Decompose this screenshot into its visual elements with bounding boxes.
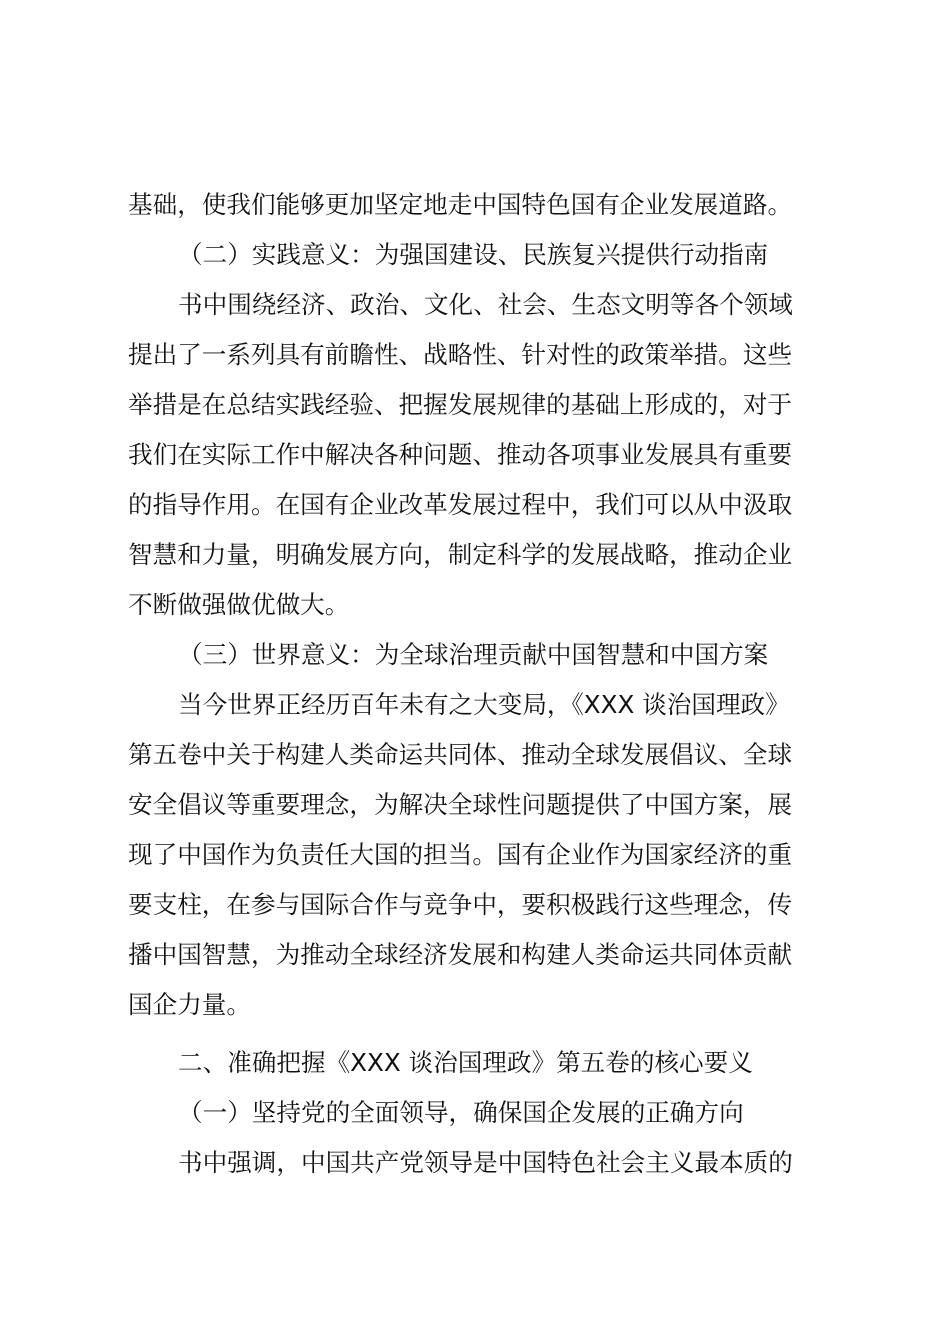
paragraph-line-14: 现了中国作为负责任大国的担当。国有企业作为国家经济的重 — [128, 840, 793, 869]
paragraph-line-16: 播中国智慧，为推动全球经济发展和构建人类命运共同体贡献 — [128, 940, 793, 969]
paragraph-line-17: 国企力量。 — [128, 990, 251, 1019]
paragraph-line-11: 当今世界正经历百年未有之大变局，《XXX 谈治国理政》 — [178, 690, 790, 719]
subheading-party-leadership: （一）坚持党的全面领导，确保国企发展的正确方向 — [178, 1098, 744, 1127]
document-body — [128, 180, 836, 1188]
subheading-world-significance: （三）世界意义：为全球治理贡献中国智慧和中国方案 — [178, 640, 769, 669]
paragraph-line-12: 第五卷中关于构建人类命运共同体、推动全球发展倡议、全球 — [128, 740, 793, 769]
paragraph-line-3: 书中围绕经济、政治、文化、社会、生态文明等各个领域 — [178, 290, 793, 319]
paragraph-line-20: 书中强调，中国共产党领导是中国特色社会主义最本质的 — [178, 1148, 793, 1177]
paragraph-line-5: 举措是在总结实践经验、把握发展规律的基础上形成的，对于 — [128, 390, 793, 419]
section-heading-core-essence: 二、准确把握《XXX 谈治国理政》第五卷的核心要义 — [178, 1048, 753, 1077]
paragraph-line-15: 要支柱，在参与国际合作与竞争中，要积极践行这些理念，传 — [128, 890, 793, 919]
paragraph-line-4: 提出了一系列具有前瞻性、战略性、针对性的政策举措。这些 — [128, 340, 793, 369]
paragraph-line-8: 智慧和力量，明确发展方向，制定科学的发展战略，推动企业 — [128, 540, 793, 569]
paragraph-line-7: 的指导作用。在国有企业改革发展过程中，我们可以从中汲取 — [128, 490, 793, 519]
paragraph-line-6: 我们在实际工作中解决各种问题、推动各项事业发展具有重要 — [128, 440, 793, 469]
paragraph-line-13: 安全倡议等重要理念，为解决全球性问题提供了中国方案，展 — [128, 790, 793, 819]
paragraph-line-9: 不断做强做优做大。 — [128, 590, 350, 619]
subheading-practical-significance: （二）实践意义：为强国建设、民族复兴提供行动指南 — [178, 240, 769, 269]
paragraph-line-1: 基础，使我们能够更加坚定地走中国特色国有企业发展道路。 — [128, 190, 793, 219]
